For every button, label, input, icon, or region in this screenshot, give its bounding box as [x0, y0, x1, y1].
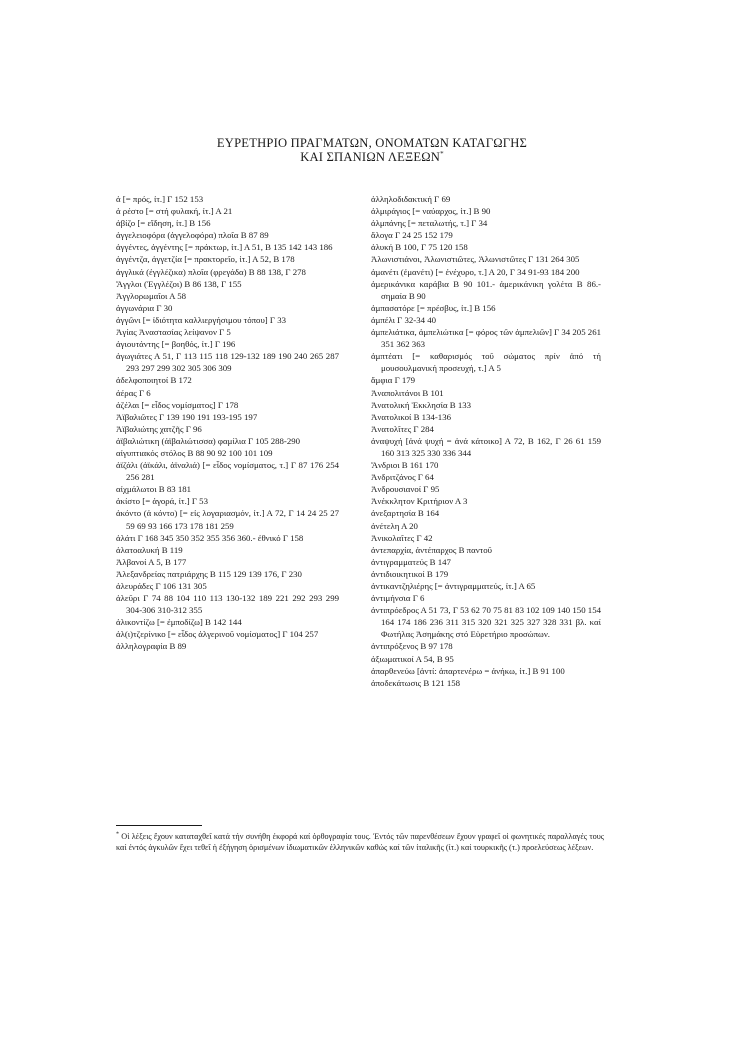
index-entry: ἀγγῶνι [= ἰδιότητα καλλιεργήσιμου τόπου] Γ 33	[116, 314, 287, 325]
index-entry: ἀγγελειοφόρα (ἀγγελοφόρα) πλοῖα Β 87 89	[116, 230, 269, 241]
index-entry: ἀγγέντες, ἀγγέντης [= πράκτωρ, ἰτ.] Α 51, Β 135 142 143 186	[116, 242, 333, 253]
footnote-divider	[116, 825, 202, 826]
index-entry: αἰχμάλωτοι Β 83 181	[116, 484, 192, 495]
index-entry: ἀντιμήνσια Γ 6	[371, 593, 425, 604]
index-entry: ἀντιδιοικητικοί Β 179	[371, 568, 449, 579]
index-entry: ἀλ(ι)τζερίνικο [= εἶδος ἀλγερινοῦ νομίσματος] Γ 104 257	[116, 629, 319, 640]
index-entry: Ἀνδρουσιανοί Γ 95	[371, 484, 440, 495]
index-entry: Ἀϊβαλιῶτες Γ 139 190 191 193-195 197	[116, 411, 258, 422]
footnote-text: Οἱ λέξεις ἔχουν καταταχθεῖ κατά τήν συνήθη ἐκφορά καί ὀρθογραφία τους. Ἐντός τῶν παρενθέσεων ἔχουν γραφεῖ οἱ φωνητικές παραλλαγές τους καί ἐντός ἀγκυλῶν ἔχει τεθεῖ ἡ ἐξήγηση ὁρισμένων ἰδιωματικῶν ἑλληνικῶν καθώς καί τῶν ἰταλικῆς (ἰτ.) καί τουρκικῆς (τ.) προελεύσεως λέξεων.	[116, 832, 605, 852]
index-entry: ἀξιωματικοί Α 54, Β 95	[371, 653, 454, 664]
index-entry: ἀπαρθενεύω [ἀντί: ἀπαρτενέρω = ἀνήκω, ἰτ.] Β 91 100	[371, 665, 565, 676]
index-entry: Ἀνατολῖτες Γ 284	[371, 423, 434, 434]
index-entry: ἀκίστο [= ἀγορά, ἰτ.] Γ 53	[116, 496, 208, 507]
index-entry: ἀλληλογραφία Β 89	[116, 641, 187, 652]
index-entry: Ἄνδριοι Β 161 170	[371, 460, 439, 471]
index-entry: ἀγγωνάρια Γ 30	[116, 302, 173, 313]
index-entry: Ἀϊβαλιώτης χατζῆς Γ 96	[116, 423, 202, 434]
index-entry: ἀγγέντζα, ἀγγετζία [= πρακτορεῖο, ἰτ.] Α 52, Β 178	[116, 254, 295, 265]
index-entry: ἀκόντο (ἀ κόντο) [= εἰς λογαριασμόν, ἰτ.] Α 72, Γ 14 24 25 27 59 69 93 166 173 178 181 259	[116, 508, 339, 531]
index-entry: ἀλληλοδιδακτική Γ 69	[371, 194, 451, 204]
index-entry: ἀνέτελη Α 20	[371, 520, 418, 531]
index-entry: ἀδελφοποιητοί Β 172	[116, 375, 192, 386]
title-line-2-text: ΚΑΙ ΣΠΑΝΙΩΝ ΛΕΞΕΩΝ	[300, 150, 441, 164]
index-entry: ἀμπελιάτικα, ἀμπελιώτικα [= φόρος τῶν ἀμπελιῶν] Γ 34 205 261 351 362 363	[371, 327, 601, 350]
index-entry: ἀβίζο [= εἴδηση, ἰτ.] Β 156	[116, 218, 211, 229]
footnote	[116, 832, 604, 853]
index-entry: ἀποδεκάτωσις Β 121 158	[371, 677, 461, 688]
index-entry: Ἀλεξανδρείας πατριάρχης Β 115 129 139 176, Γ 230	[116, 568, 302, 579]
index-entry: ἀγωγιάτες Α 51, Γ 113 115 118 129-132 189 190 240 265 287 293 297 299 302 305 306 309	[116, 351, 339, 374]
index-entry: ἀλεῦρι Γ 74 88 104 110 113 130-132 189 221 292 293 299 304-306 310-312 355	[116, 593, 339, 616]
index-entry: ἀγγλικά (ἐγγλέζικα) πλοῖα (φρεγάδα) Β 88 138, Γ 278	[116, 266, 306, 277]
index-entry: ἀμπτέατι [= καθαρισμός τοῦ σώματος πρίν ἀπό τή μουσουλμανική προσευχή, τ.] Α 5	[371, 351, 601, 374]
index-entry: αἰγυπτιακός στόλος Β 88 90 92 100 101 109	[116, 447, 273, 458]
index-entry: Ἀλβανοί Α 5, Β 177	[116, 556, 187, 567]
index-entry: ἀμερικάνικα καράβια Β 90 101.- ἀμερικάνικη γολέτα Β 86.- σημαία Β 90	[371, 278, 601, 301]
index-entry: Ἀνδριτζάνος Γ 64	[371, 472, 434, 483]
index-entry: ἀντιπρόεδρος Α 51 73, Γ 53 62 70 75 81 83 102 109 140 150 154 164 174 186 236 311 315 320 321 325 327 328 331 βλ. καί Φωτήλας Ἀσημάκης στό Εὑρετήριο προσώπων.	[371, 605, 601, 640]
index-entry: ἀντικαντζηλιέρης [= ἀντιγραμματεύς, ἰτ.] Α 65	[371, 581, 536, 591]
index-entry: ἀμπασατόρε [= πρέσβυς, ἰτ.] Β 156	[371, 302, 496, 313]
index-entry: ἀντιπρόξενος Β 97 178	[371, 641, 453, 652]
index-entry: ἀ [= πρός, ἰτ.] Γ 152 153	[116, 194, 204, 204]
index-entry: ἀλμπάνης [= πεταλωτής, τ.] Γ 34	[371, 218, 488, 229]
index-entry: Ἀνατολικοί Β 134-136	[371, 411, 451, 422]
index-column-right	[371, 193, 601, 689]
index-entry: ἀλευράδες Γ 106 131 305	[116, 581, 207, 591]
page-title	[0, 136, 744, 164]
index-entry: ἀλάτι Γ 168 345 350 352 355 356 360.- ἐθνικό Γ 158	[116, 532, 304, 543]
footnote-mark: *	[116, 831, 119, 838]
title-footnote-mark: *	[440, 149, 444, 158]
index-entry: ἀμανέτι (ἐμανέτι) [= ἐνέχυρο, τ.] Α 20, Γ 34 91-93 184 200	[371, 266, 580, 277]
title-line-1: ΕΥΡΕΤΗΡΙΟ ΠΡΑΓΜΑΤΩΝ, ΟΝΟΜΑΤΩΝ ΚΑΤΑΓΩΓΗΣ	[216, 136, 528, 150]
index-entry: ἀλικοντίζω [= ἐμποδίζω] Β 142 144	[116, 617, 242, 628]
index-entry: ἀλυκή Β 100, Γ 75 120 158	[371, 242, 468, 253]
index-entry: ἀλμιράγιος [= ναύαρχος, ἰτ.] Β 90	[371, 206, 491, 217]
index-entry: ἀμπέλι Γ 32-34 40	[371, 314, 436, 325]
index-entry: ἀϊζάλι (ἀϊκάλι, ἀϊναλιά) [= εἶδος νομίσματος, τ.] Γ 87 176 254 256 281	[116, 460, 339, 483]
index-entry: Ἀλωνιστιάνοι, Ἀλωνιστιῶτες, Ἀλωνιστῶτες Γ 131 264 305	[371, 254, 580, 265]
index-entry: ἀντιγραμματεύς Β 147	[371, 556, 451, 567]
index-entry: ἀνεξαρτησία Β 164	[371, 508, 440, 519]
title-line-2	[0, 150, 744, 164]
index-entry: Ἀγγλορωμαῖοι Α 58	[116, 290, 187, 301]
index-entry: Ἄγγλοι (Ἐγγλέζοι) Β 86 138, Γ 155	[116, 278, 242, 289]
index-entry: ἀναψυχή [ἀνά ψυχή = ἀνά κάτοικο] Α 72, Β 162, Γ 26 61 159 160 313 325 330 336 344	[371, 435, 601, 458]
index-entry: Ἀνέκκλητον Κριτήριον Α 3	[371, 496, 468, 507]
index-entry: Ἀνικολαῖτες Γ 42	[371, 532, 433, 543]
index-column-left	[116, 193, 339, 653]
index-entry: ἀντεπαρχία, ἀντέπαρχος Β παντοῦ	[371, 544, 492, 555]
index-entry: Ἀγίας Ἀναστασίας λείψανον Γ 5	[116, 327, 231, 338]
index-entry: ἀέρας Γ 6	[116, 387, 151, 398]
index-entry: ἀϊβαλιώτικη (ἀϊβαλιώτισσα) φαμίλια Γ 105 288-290	[116, 435, 301, 446]
index-entry: ἀζέλαι [= εἶδος νομίσματος] Γ 178	[116, 399, 239, 410]
index-entry: ἀλατοαλυκή Β 119	[116, 544, 183, 555]
index-entry: ἄλογα Γ 24 25 152 179	[371, 230, 453, 241]
index-entry: ἀ ρέστο [= στή φυλακή, ἰτ.] Α 21	[116, 206, 233, 217]
index-entry: ἄμφια Γ 179	[371, 375, 416, 386]
index-entry: Ἀναπολιτάνοι Β 101	[371, 387, 444, 398]
index-entry: Ἀνατολική Ἐκκλησία Β 133	[371, 399, 472, 410]
index-entry: ἀγιουτάντης [= βοηθός, ἰτ.] Γ 196	[116, 339, 236, 350]
